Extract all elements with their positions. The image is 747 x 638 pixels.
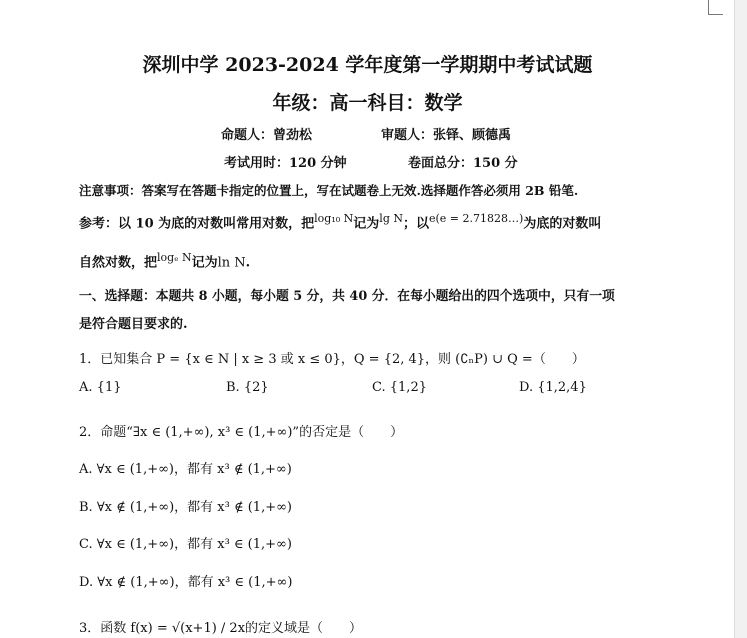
option-text: ∀x ∈ (1,+∞)，都有 x³ ∈ (1,+∞) <box>96 537 292 552</box>
setter: 命题人：曾劲松 <box>221 128 313 143</box>
notice: 注意事项：答案写在答题卡指定的位置上，写在试题卷上无效.选择题作答必须用 2B 铅笔. <box>79 183 579 198</box>
vertical-scrollbar[interactable] <box>734 0 747 638</box>
reference-end: . <box>245 255 251 271</box>
question-1-option-b <box>226 380 269 395</box>
question-1-stem <box>79 348 585 367</box>
option-text: ∀x ∈ (1,+∞)，都有 x³ ∉ (1,+∞) <box>96 462 292 477</box>
reference-line-1 <box>79 212 601 231</box>
option-text: {1,2} <box>389 380 427 395</box>
question-3-stem <box>79 617 362 636</box>
reference-mid-2: ；以 <box>402 216 429 232</box>
question-3-math: f(x) = √(x+1) / 2x <box>130 621 246 636</box>
reference-prefix: 参考：以 10 为底的对数叫常用对数，把 <box>79 216 315 232</box>
question-2-math: “∃x ∈ (1,+∞), x³ ∈ (1,+∞)”的否定是（ ） <box>126 425 404 440</box>
reference-mid-3: 为底的对数叫 <box>523 216 602 232</box>
question-1-math: P = {x ∈ N | x ≥ 3 或 x ≤ 0}，Q = {2, 4}，则 (∁ₙP) ∪ Q =（ ） <box>156 352 585 367</box>
question-1-option-c <box>372 380 427 395</box>
question-1-prefix: 1．已知集合 <box>79 352 153 367</box>
option-letter: B. <box>79 500 93 515</box>
option-text: {1} <box>96 380 122 395</box>
question-3-prefix: 3．函数 <box>79 621 127 636</box>
reviewer: 审题人：张铎、顾德禹 <box>381 128 512 143</box>
loge-expression: logₑ N <box>157 251 192 264</box>
option-letter: B. <box>226 380 240 395</box>
section-heading-line-1: 一、选择题：本题共 8 小题，每小题 5 分，共 40 分．在每小题给出的四个选项中，只有一项 <box>79 289 615 304</box>
option-text: ∀x ∉ (1,+∞)，都有 x³ ∉ (1,+∞) <box>96 500 292 515</box>
question-2-stem <box>79 421 403 440</box>
question-2-option-d <box>79 571 292 590</box>
question-3-suffix: 的定义域是（ ） <box>245 621 363 636</box>
question-2-prefix: 2．命题 <box>79 425 127 440</box>
reference-mid-1: 记为 <box>353 216 380 232</box>
question-2-option-b <box>79 496 292 515</box>
option-letter: C. <box>79 537 93 552</box>
option-letter: A. <box>79 380 93 395</box>
question-1-option-a <box>79 380 122 395</box>
exam-duration: 考试用时：120 分钟 <box>224 156 347 171</box>
question-2-option-a <box>79 458 292 477</box>
reference-line-2 <box>79 251 250 270</box>
e-expression: e(e = 2.71828…) <box>429 212 524 225</box>
option-letter: D. <box>79 575 94 590</box>
option-letter: A. <box>79 462 93 477</box>
option-text: {1,2,4} <box>537 380 587 395</box>
option-letter: C. <box>372 380 386 395</box>
total-score: 卷面总分：150 分 <box>408 156 518 171</box>
exam-title: 深圳中学 2023-2024 学年度第一学期期中考试试题 <box>142 54 593 76</box>
reference-line2-prefix: 自然对数，把 <box>79 255 158 271</box>
question-2-option-c <box>79 533 292 552</box>
page-corner-mark <box>708 0 723 15</box>
lg-expression: lg N <box>379 212 403 225</box>
question-1-option-d <box>519 380 587 395</box>
section-heading-line-2: 是符合题目要求的. <box>79 317 188 332</box>
ln-expression: ln N <box>217 255 246 271</box>
reference-mid-4: 记为 <box>191 255 218 271</box>
log10-expression: log₁₀ N <box>314 212 354 225</box>
exam-subtitle: 年级：高一科目：数学 <box>272 92 463 114</box>
option-text: {2} <box>243 380 269 395</box>
option-letter: D. <box>519 380 534 395</box>
option-text: ∀x ∉ (1,+∞)，都有 x³ ∈ (1,+∞) <box>97 575 293 590</box>
